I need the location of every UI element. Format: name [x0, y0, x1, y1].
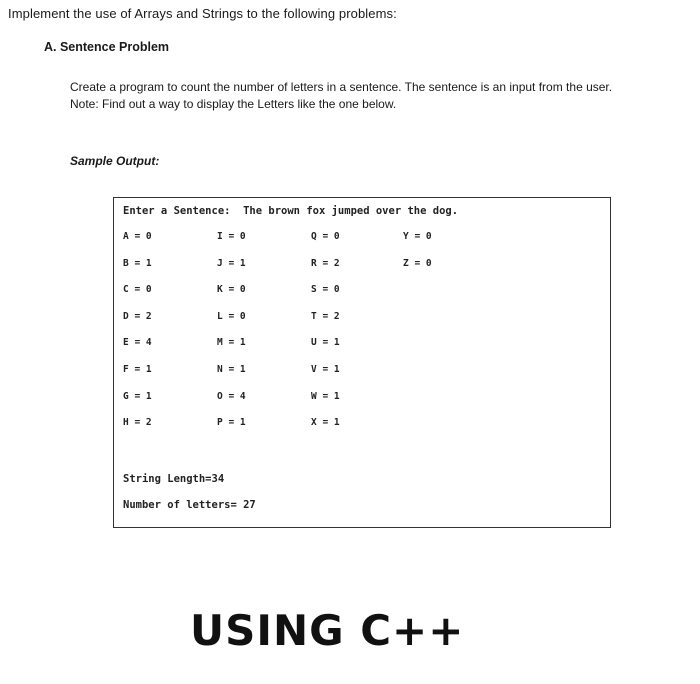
letter-count-cell: X = 1	[311, 417, 340, 429]
letter-count-cell: K = 0	[217, 284, 246, 296]
letter-count-cell: U = 1	[311, 337, 340, 349]
letter-count-cell: P = 1	[217, 417, 246, 429]
sentence-prompt: Enter a Sentence: The brown fox jumped over the dog.	[123, 205, 459, 217]
letter-count-cell: S = 0	[311, 284, 340, 296]
letter-count-cell: B = 1	[123, 257, 152, 269]
letter-count-cell: Y = 0	[403, 231, 432, 242]
letter-count-cell: D = 2	[123, 310, 152, 322]
string-length-output: String Length=34	[123, 473, 225, 485]
letter-count-cell: V = 1	[311, 364, 340, 375]
letter-count-cell: F = 1	[123, 364, 152, 375]
problem-description: Create a program to count the number of letters in a sentence. The sentence is an input from the user.	[70, 80, 613, 94]
letter-count-cell: C = 0	[123, 284, 152, 296]
letter-count-cell: L = 0	[217, 310, 246, 322]
letter-count-cell: M = 1	[217, 337, 246, 349]
letter-count-cell: T = 2	[311, 310, 340, 322]
letter-count-cell: E = 4	[123, 337, 152, 349]
instructions-heading: Implement the use of Arrays and Strings to the following problems:	[8, 6, 397, 21]
problem-note: Note: Find out a way to display the Letters like the one below.	[70, 97, 397, 111]
letter-count-cell: G = 1	[123, 390, 152, 402]
letter-count-cell: H = 2	[123, 417, 152, 429]
sample-output-label: Sample Output:	[70, 154, 160, 168]
letter-count-cell: I = 0	[217, 231, 246, 242]
letter-count-cell: O = 4	[217, 390, 246, 402]
letter-count-cell: J = 1	[217, 257, 246, 269]
letter-count-cell: R = 2	[311, 257, 340, 269]
sample-output-console	[113, 197, 611, 528]
language-requirement: USING C++	[190, 606, 465, 655]
letter-count-output: Number of letters= 27	[123, 499, 256, 511]
letter-count-cell: W = 1	[311, 390, 340, 402]
letter-count-cell: N = 1	[217, 364, 246, 375]
letter-count-cell: A = 0	[123, 231, 152, 242]
letter-count-cell: Z = 0	[403, 257, 432, 269]
letter-count-cell: Q = 0	[311, 231, 340, 242]
section-title: A. Sentence Problem	[44, 40, 170, 54]
